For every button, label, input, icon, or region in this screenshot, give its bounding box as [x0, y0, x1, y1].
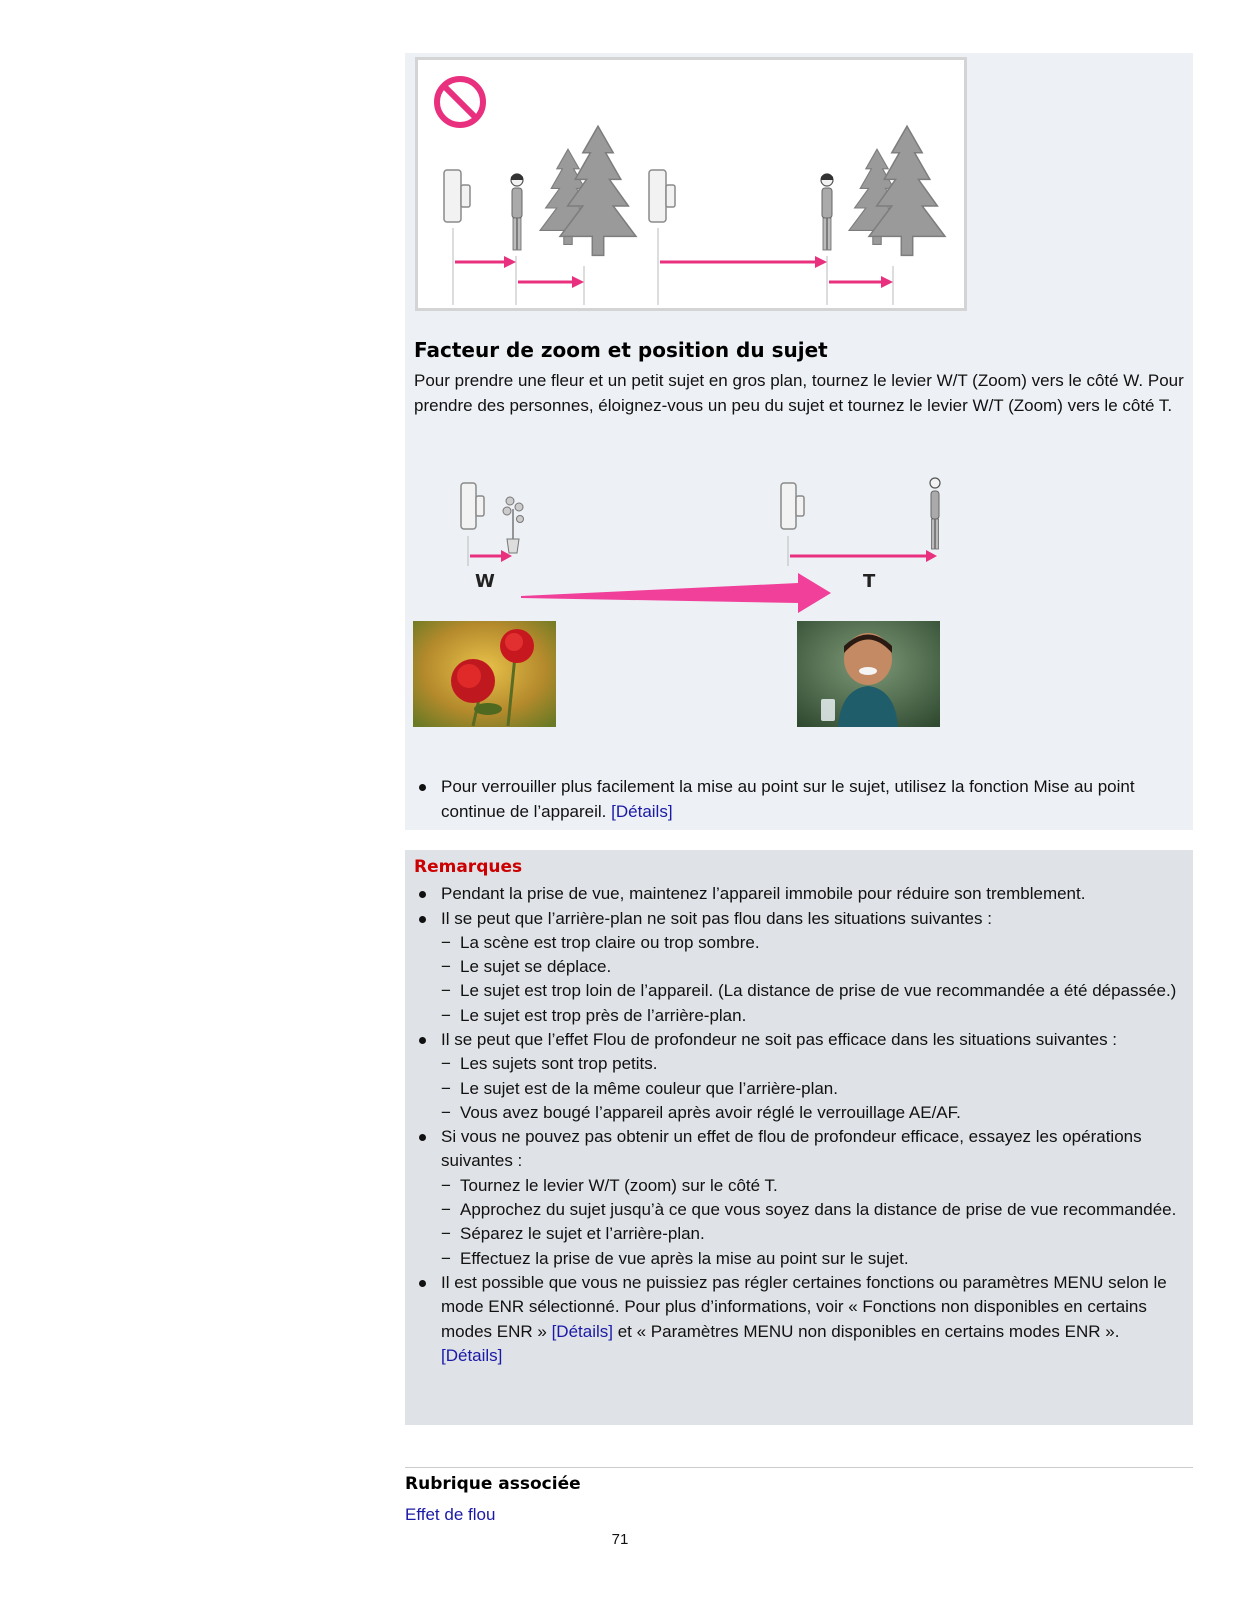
note-subitem: − Approchez du sujet jusqu’à ce que vous soyez dans la distance de prise de vue recommandée.	[414, 1198, 1184, 1222]
related-topic-link[interactable]: Effet de flou	[405, 1505, 496, 1524]
section-heading: Facteur de zoom et position du sujet	[414, 338, 828, 362]
notes-list	[414, 882, 1184, 1369]
trees-icon	[849, 126, 945, 255]
note-text: Il est possible que vous ne puissiez pas régler certaines fonctions ou paramètres MENU selon le mode ENR sélectionné. Pour plus d’informations, voir « Fonctions non disponibles en certains modes ENR »	[441, 1272, 1167, 1341]
note-item: Pendant la prise de vue, maintenez l’appareil immobile pour réduire son tremblement.	[414, 882, 1184, 907]
note-subitem: − Les sujets sont trop petits.	[414, 1052, 1184, 1076]
divider	[405, 1467, 1193, 1468]
camera-icon	[444, 170, 470, 222]
note-subitem: − Le sujet est trop loin de l’appareil. (La distance de prise de vue recommandée a été dépassée.)	[414, 979, 1184, 1003]
note-subitem: − Vous avez bougé l’appareil après avoir réglé le verrouillage AE/AF.	[414, 1101, 1184, 1125]
notes-panel	[405, 850, 1193, 1425]
note-subitem: − Effectuez la prise de vue après la mise au point sur le sujet.	[414, 1247, 1184, 1271]
details-link[interactable]: [Détails]	[611, 801, 673, 821]
zoom-illustration	[413, 461, 965, 791]
flower-pot-icon	[503, 497, 524, 553]
notes-title: Remarques	[414, 857, 523, 877]
camera-icon	[781, 483, 804, 529]
tip-item	[414, 775, 1189, 824]
zoom-t-label: T	[863, 571, 876, 592]
note-text: et « Paramètres MENU non disponibles en certains modes ENR ».	[617, 1321, 1120, 1341]
note-subitem: − Séparez le sujet et l’arrière-plan.	[414, 1222, 1184, 1246]
trees-icon	[540, 126, 636, 255]
page-number: 71	[611, 1531, 629, 1548]
zoom-diagram	[413, 461, 965, 791]
tip-text: Pour verrouiller plus facilement la mise au point sur le sujet, utilisez la fonction Mise au point continue de l’appareil.	[441, 777, 1135, 821]
details-link[interactable]: [Détails]	[551, 1321, 613, 1341]
zoom-w-label: W	[475, 571, 495, 592]
section-paragraph: Pour prendre une fleur et un petit sujet en gros plan, tournez le levier W/T (Zoom) vers le côté W. Pour prendre des personnes, éloignez-vous un peu du sujet et tournez le levier W/T (Zoom) vers le côté T.	[414, 371, 1184, 415]
distance-diagram	[418, 60, 964, 308]
note-item	[414, 1271, 1184, 1369]
note-item: Il se peut que l’effet Flou de profondeur ne soit pas efficace dans les situations suivantes :	[414, 1028, 1184, 1053]
details-link[interactable]: [Détails]	[441, 1346, 503, 1366]
zoom-arrow	[521, 573, 831, 613]
distance-illustration	[415, 57, 967, 311]
note-subitem: − Le sujet se déplace.	[414, 955, 1184, 979]
content-panel	[405, 53, 1193, 830]
note-item: Si vous ne pouvez pas obtenir un effet de flou de profondeur efficace, essayez les opérations suivantes :	[414, 1125, 1184, 1174]
person-icon	[511, 174, 523, 251]
camera-icon	[649, 170, 675, 222]
note-subitem: − Le sujet est de la même couleur que l’arrière-plan.	[414, 1077, 1184, 1101]
note-subitem: − La scène est trop claire ou trop sombre.	[414, 931, 1184, 955]
camera-icon	[461, 483, 484, 529]
person-icon	[821, 174, 833, 251]
related-topic-heading: Rubrique associée	[405, 1474, 581, 1494]
note-subitem: − Le sujet est trop près de l’arrière-plan.	[414, 1004, 1184, 1028]
prohibited-icon	[437, 79, 483, 125]
person-icon	[930, 478, 940, 549]
note-item: Il se peut que l’arrière-plan ne soit pas flou dans les situations suivantes :	[414, 907, 1184, 932]
note-subitem: − Tournez le levier W/T (zoom) sur le côté T.	[414, 1174, 1184, 1198]
tip-list	[414, 775, 1189, 824]
